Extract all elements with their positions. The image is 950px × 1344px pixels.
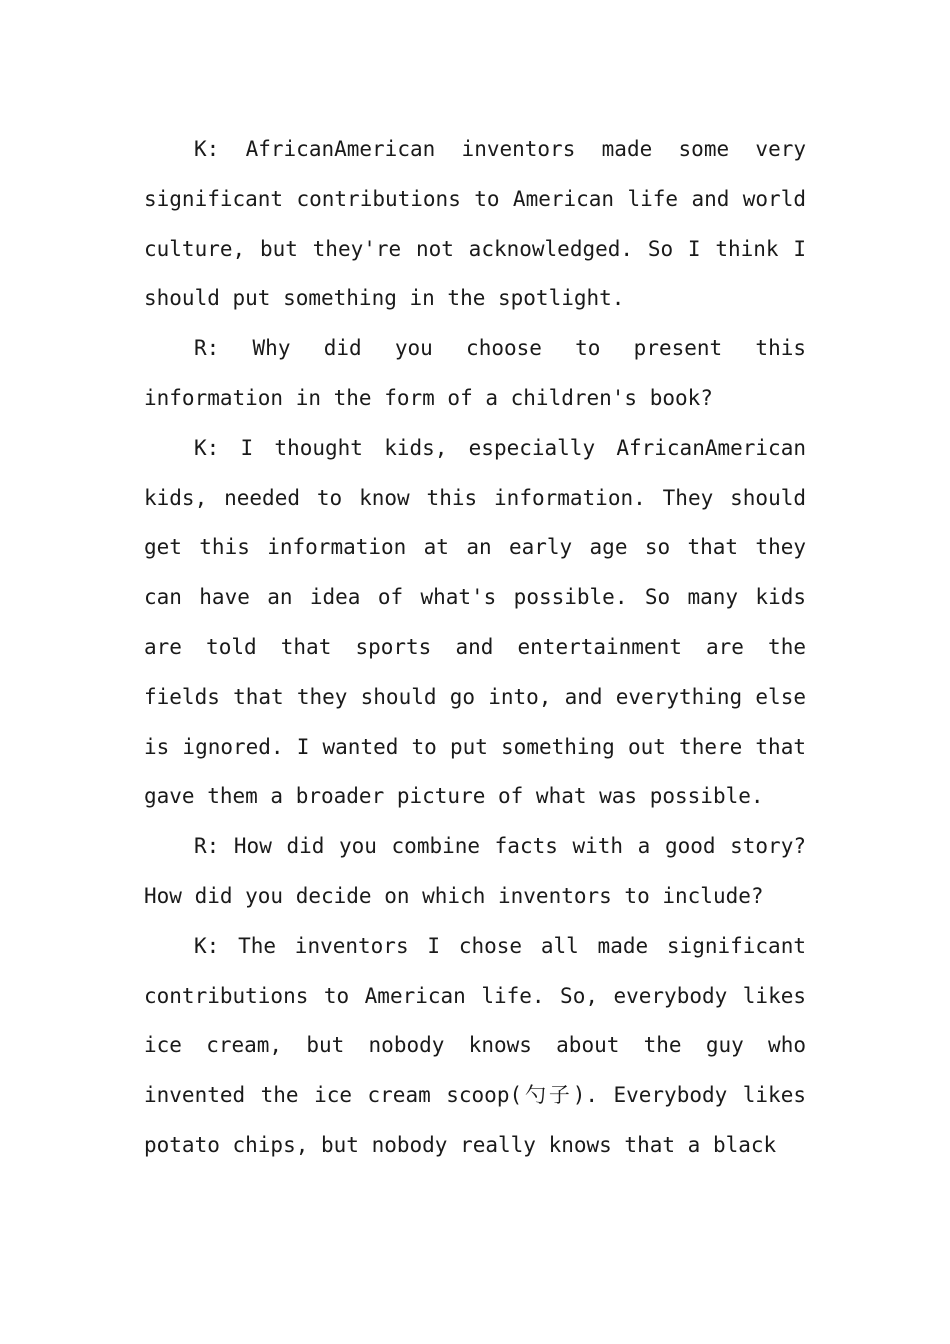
- paragraph-k-2: K: I thought kids, especially AfricanAmerican kids, needed to know this information. They should get this information at an early age so that they can have an idea of what's possible. So many kids are told that sports and entertainment are the fields that they should go into, and everything else is ignored. I wanted to put something out there that gave them a broader picture of what was possible.: [144, 435, 806, 809]
- paragraph-k-3: K: The inventors I chose all made significant contributions to American life. So, everybody likes ice cream, but nobody knows about the guy who invented the ice cream scoop(勺子). Everybody likes potato chips, but nobody really knows that a black: [144, 933, 806, 1157]
- interview-text: [144, 125, 806, 1171]
- paragraph-r-2: R: How did you combine facts with a good story? How did you decide on which inventors to include?: [144, 834, 806, 908]
- paragraph-k-1: K: AfricanAmerican inventors made some very significant contributions to American life and world culture, but they're not acknowledged. So I think I should put something in the spotlight.: [144, 137, 806, 311]
- paragraph-r-1: R: Why did you choose to present this information in the form of a children's book?: [144, 336, 806, 410]
